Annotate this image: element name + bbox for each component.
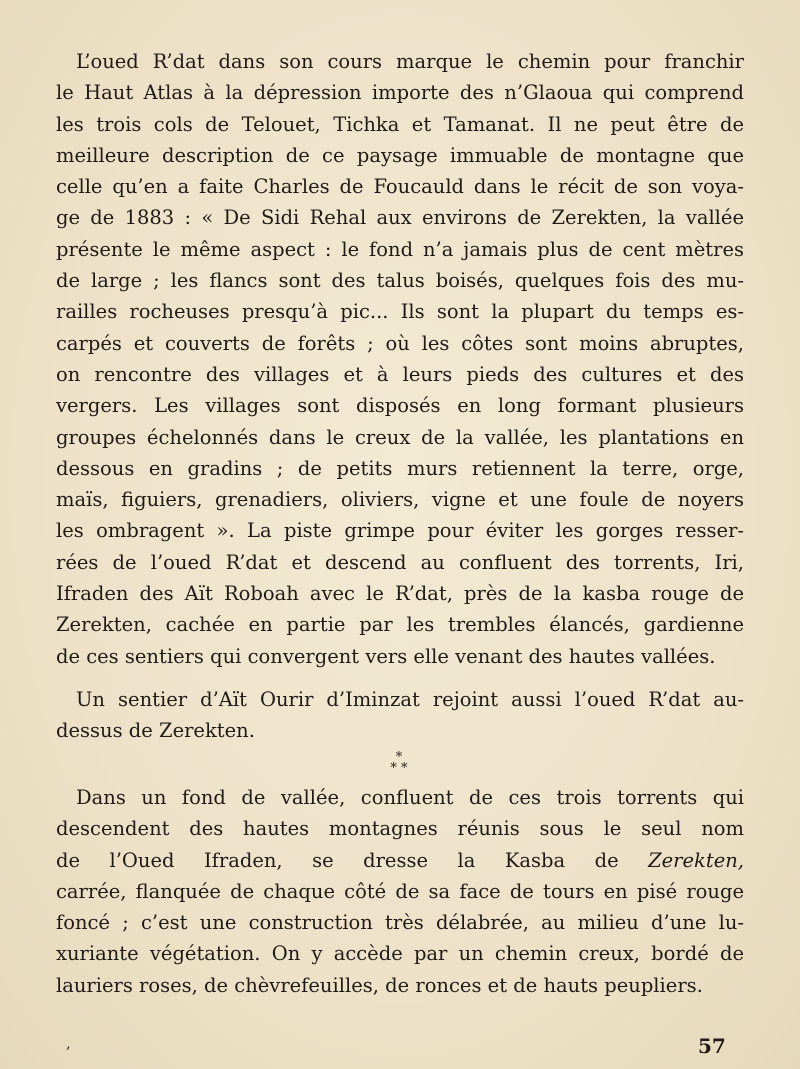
text-line: meilleure description de ce paysage immuable de montagne que [56, 143, 744, 167]
paragraph-kasba-zerekten [56, 782, 744, 1001]
text-line: foncé ; c’est une construction très délabrée, au milieu d’une lu- [56, 911, 744, 935]
text-line: le Haut Atlas à la dépression importe des n’Glaoua qui comprend [56, 81, 744, 105]
text-line [56, 845, 744, 876]
text-line: vergers. Les villages sont disposés en long formant plusieurs [56, 394, 744, 418]
text-line: L’oued R’dat dans son cours marque le chemin pour franchir [76, 50, 744, 73]
text-line: Un sentier d’Aït Ourir d’Iminzat rejoint aussi l’oued R’dat au- [76, 688, 744, 711]
text-line: dessus de Zerekten. [56, 719, 255, 743]
text-line: les ombragent ». La piste grimpe pour éviter les gorges resser- [56, 519, 744, 543]
text-line: lauriers roses, de chèvrefeuilles, de ronces et de hauts peupliers. [56, 973, 703, 997]
text-line: Zerekten, cachée en partie par les trembles élancés, gardienne [56, 613, 744, 637]
text-line: ge de 1883 : « De Sidi Rehal aux environs de Zerekten, la vallée [56, 206, 744, 230]
asterism-bottom: * * [390, 761, 408, 776]
text-line: carpés et couverts de forêts ; où les côtes sont moins abruptes, [56, 331, 744, 355]
italic-place-name: Zerekten, [648, 848, 744, 872]
text-line: Ifraden des Aït Roboah avec le R’dat, près de la kasba rouge de [56, 582, 744, 606]
text-line: de large ; les flancs sont des talus boisés, quelques fois des mu- [56, 269, 744, 293]
text-line: les trois cols de Telouet, Tichka et Tamanat. Il ne peut être de [56, 112, 744, 136]
margin-tick-mark: ‚ [66, 1036, 71, 1052]
text-line: on rencontre des villages et à leurs pieds des cultures et des [56, 362, 744, 386]
text-segment: de l’Oued Ifraden, se dresse la Kasba de [56, 848, 649, 872]
paragraph-oued-rdat [56, 46, 744, 672]
text-line: descendent des hautes montagnes réunis sous le seul nom [56, 817, 744, 841]
asterism-top: * [395, 750, 403, 765]
text-line: maïs, figuiers, grenadiers, oliviers, vigne et une foule de noyers [56, 488, 744, 512]
section-asterism [384, 752, 414, 774]
page-number: 57 [698, 1034, 726, 1058]
text-line: carrée, flanquée de chaque côté de sa face de tours en pisé rouge [56, 879, 744, 903]
text-line: présente le même aspect : le fond n’a jamais plus de cent mètres [56, 237, 744, 261]
text-line: railles rocheuses presqu’à pic... Ils sont la plupart du temps es- [56, 300, 744, 324]
text-line: de ces sentiers qui convergent vers elle venant des hautes vallées. [56, 644, 716, 668]
text-line: Dans un fond de vallée, confluent de ces trois torrents qui [76, 786, 744, 809]
text-line: groupes échelonnés dans le creux de la vallée, les plantations en [56, 425, 744, 449]
text-line: rées de l’oued R’dat et descend au confluent des torrents, Iri, [56, 550, 744, 574]
text-line: dessous en gradins ; de petits murs retiennent la terre, orge, [56, 456, 744, 480]
text-line: xuriante végétation. On y accède par un chemin creux, bordé de [56, 942, 744, 966]
paragraph-sentier [56, 684, 744, 747]
text-line: celle qu’en a faite Charles de Foucauld dans le récit de son voya- [56, 175, 744, 199]
